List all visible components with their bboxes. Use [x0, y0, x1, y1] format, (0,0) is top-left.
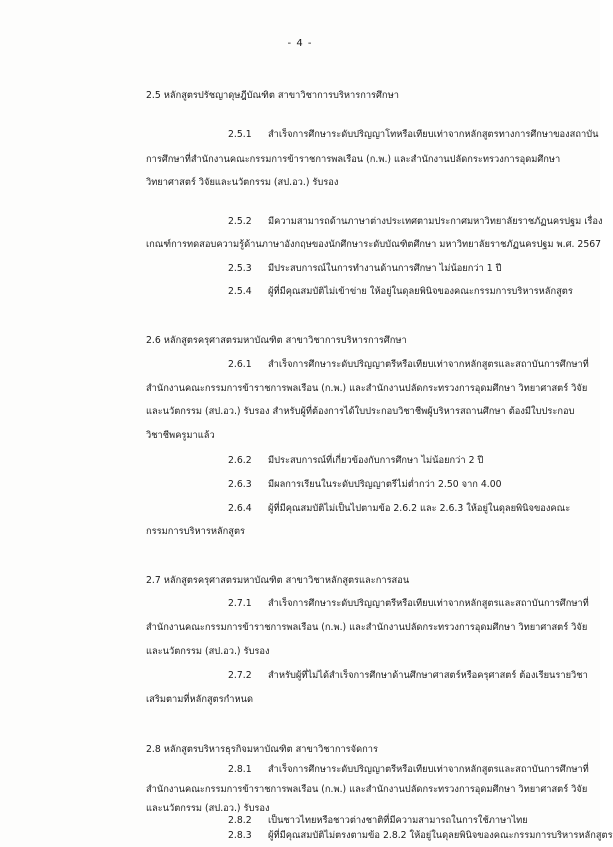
item-2-5-3-number: 2.5.3 [228, 263, 252, 274]
item-2-8-3-text: ผู้ที่มีคุณสมบัติไม่ตรงตามข้อ 2.8.2 ให้อยู่ในดุลยพินิจของคณะกรรมการบริหารหลักสูตร [268, 830, 613, 841]
item-2-8-2-number: 2.8.2 [228, 815, 252, 826]
section-2-5-heading: 2.5 หลักสูตรปรัชญาดุษฎีบัณฑิต สาขาวิชาการบริหารการศึกษา [146, 90, 399, 101]
item-2-5-2-line-2: เกณฑ์การทดสอบความรู้ด้านภาษาอังกฤษของนักศึกษาระดับบัณฑิตศึกษา มหาวิทยาลัยราชภัฏนครปฐม พ.ศ. 2567 [146, 239, 602, 250]
page-number: - 4 - [287, 38, 313, 49]
item-2-7-2-text: สำหรับผู้ที่ไม่ได้สำเร็จการศึกษาด้านศึกษาศาสตร์หรือครุศาสตร์ ต้องเรียนรายวิชา [268, 670, 588, 681]
item-2-6-1-text: สำเร็จการศึกษาระดับปริญญาตรีหรือเทียบเท่าจากหลักสูตรและสถาบันการศึกษาที่ [268, 359, 589, 370]
item-2-6-1-line-4: วิชาชีพครูมาแล้ว [146, 430, 215, 441]
item-2-8-2-line-1 [146, 815, 556, 827]
item-2-5-4-text: ผู้ที่มีคุณสมบัติไม่เข้าข่าย ให้อยู่ในดุลยพินิจของคณะกรรมการบริหารหลักสูตร [268, 286, 573, 297]
item-2-6-3-number: 2.6.3 [228, 479, 252, 490]
item-2-5-3-text: มีประสบการณ์ในการทำงานด้านการศึกษา ไม่น้อยกว่า 1 ปี [268, 263, 502, 274]
item-2-6-2-text: มีประสบการณ์ที่เกี่ยวข้องกับการศึกษา ไม่น้อยกว่า 2 ปี [268, 455, 484, 466]
item-2-7-1-line-1 [146, 598, 589, 610]
item-2-5-3-line-1 [146, 263, 556, 275]
section-2-8-heading: 2.8 หลักสูตรบริหารธุรกิจมหาบัณฑิต สาขาวิชาการจัดการ [146, 744, 378, 755]
item-2-5-4-line-1 [146, 286, 573, 298]
item-2-5-1-line-3: วิทยาศาสตร์ วิจัยและนวัตกรรม (สป.อว.) รับรอง [146, 177, 339, 188]
item-2-6-1-number: 2.6.1 [228, 359, 252, 370]
item-2-8-1-line-3: และนวัตกรรม (สป.อว.) รับรอง [146, 803, 270, 814]
item-2-6-1-line-1 [146, 359, 589, 371]
item-2-5-2-line-1 [146, 216, 603, 228]
item-2-7-1-number: 2.7.1 [228, 598, 252, 609]
item-2-8-3-number: 2.8.3 [228, 830, 252, 841]
item-2-5-1-line-1 [146, 129, 599, 141]
section-2-6-heading: 2.6 หลักสูตรครุศาสตรมหาบัณฑิต สาขาวิชาการบริหารการศึกษา [146, 335, 407, 346]
item-2-5-1-text: สำเร็จการศึกษาระดับปริญญาโทหรือเทียบเท่าจากหลักสูตรทางการศึกษาของสถาบัน [268, 129, 599, 140]
item-2-6-1-line-3: และนวัตกรรม (สป.อว.) รับรอง สำหรับผู้ที่ต้องการได้ใบประกอบวิชาชีพผู้บริหารสถานศึกษา ต้องมีใบประกอบ [146, 406, 575, 417]
item-2-7-2-line-1 [146, 670, 588, 682]
item-2-6-4-number: 2.6.4 [228, 503, 252, 514]
item-2-6-3-text: มีผลการเรียนในระดับปริญญาตรีไม่ต่ำกว่า 2.50 จาก 4.00 [268, 479, 502, 490]
item-2-8-3-line-1 [146, 830, 613, 842]
item-2-6-2-line-1 [146, 455, 556, 467]
item-2-7-1-line-2: สำนักงานคณะกรรมการข้าราชการพลเรือน (ก.พ.) และสำนักงานปลัดกระทรวงการอุดมศึกษา วิทยาศาสตร์ วิจัย [146, 622, 588, 633]
item-2-5-1-line-2: การศึกษาที่สำนักงานคณะกรรมการข้าราชการพลเรือน (ก.พ.) และสำนักงานปลัดกระทรวงการอุดมศึกษา [146, 154, 561, 165]
item-2-6-4-text: ผู้ที่มีคุณสมบัติไม่เป็นไปตามข้อ 2.6.2 และ 2.6.3 ให้อยู่ในดุลยพินิจของคณะ [268, 503, 571, 514]
item-2-7-2-line-2: เสริมตามที่หลักสูตรกำหนด [146, 694, 254, 705]
item-2-5-1-number: 2.5.1 [228, 129, 252, 140]
item-2-5-4-number: 2.5.4 [228, 286, 252, 297]
item-2-6-3-line-1 [146, 479, 556, 491]
item-2-8-1-line-2: สำนักงานคณะกรรมการข้าราชการพลเรือน (ก.พ.) และสำนักงานปลัดกระทรวงการอุดมศึกษา วิทยาศาสตร์ วิจัย [146, 784, 588, 795]
item-2-7-1-line-3: และนวัตกรรม (สป.อว.) รับรอง [146, 646, 270, 657]
item-2-8-2-text: เป็นชาวไทยหรือชาวต่างชาติที่มีความสามารถในการใช้ภาษาไทย [268, 815, 528, 826]
item-2-6-4-line-2: กรรมการบริหารหลักสูตร [146, 526, 245, 537]
item-2-5-2-number: 2.5.2 [228, 216, 252, 227]
item-2-7-1-text: สำเร็จการศึกษาระดับปริญญาตรีหรือเทียบเท่าจากหลักสูตรและสถาบันการศึกษาที่ [268, 598, 589, 609]
section-2-7-heading: 2.7 หลักสูตรครุศาสตรมหาบัณฑิต สาขาวิชาหลักสูตรและการสอน [146, 575, 410, 586]
item-2-8-1-number: 2.8.1 [228, 764, 252, 775]
item-2-5-2-text: มีความสามารถด้านภาษาต่างประเทศตามประกาศมหาวิทยาลัยราชภัฏนครปฐม เรื่อง [268, 216, 603, 227]
item-2-7-2-number: 2.7.2 [228, 670, 252, 681]
item-2-8-1-text: สำเร็จการศึกษาระดับปริญญาตรีหรือเทียบเท่าจากหลักสูตรและสถาบันการศึกษาที่ [268, 764, 589, 775]
item-2-6-1-line-2: สำนักงานคณะกรรมการข้าราชการพลเรือน (ก.พ.) และสำนักงานปลัดกระทรวงการอุดมศึกษา วิทยาศาสตร์ วิจัย [146, 383, 588, 394]
item-2-8-1-line-1 [146, 764, 589, 776]
item-2-6-2-number: 2.6.2 [228, 455, 252, 466]
item-2-6-4-line-1 [146, 503, 571, 515]
